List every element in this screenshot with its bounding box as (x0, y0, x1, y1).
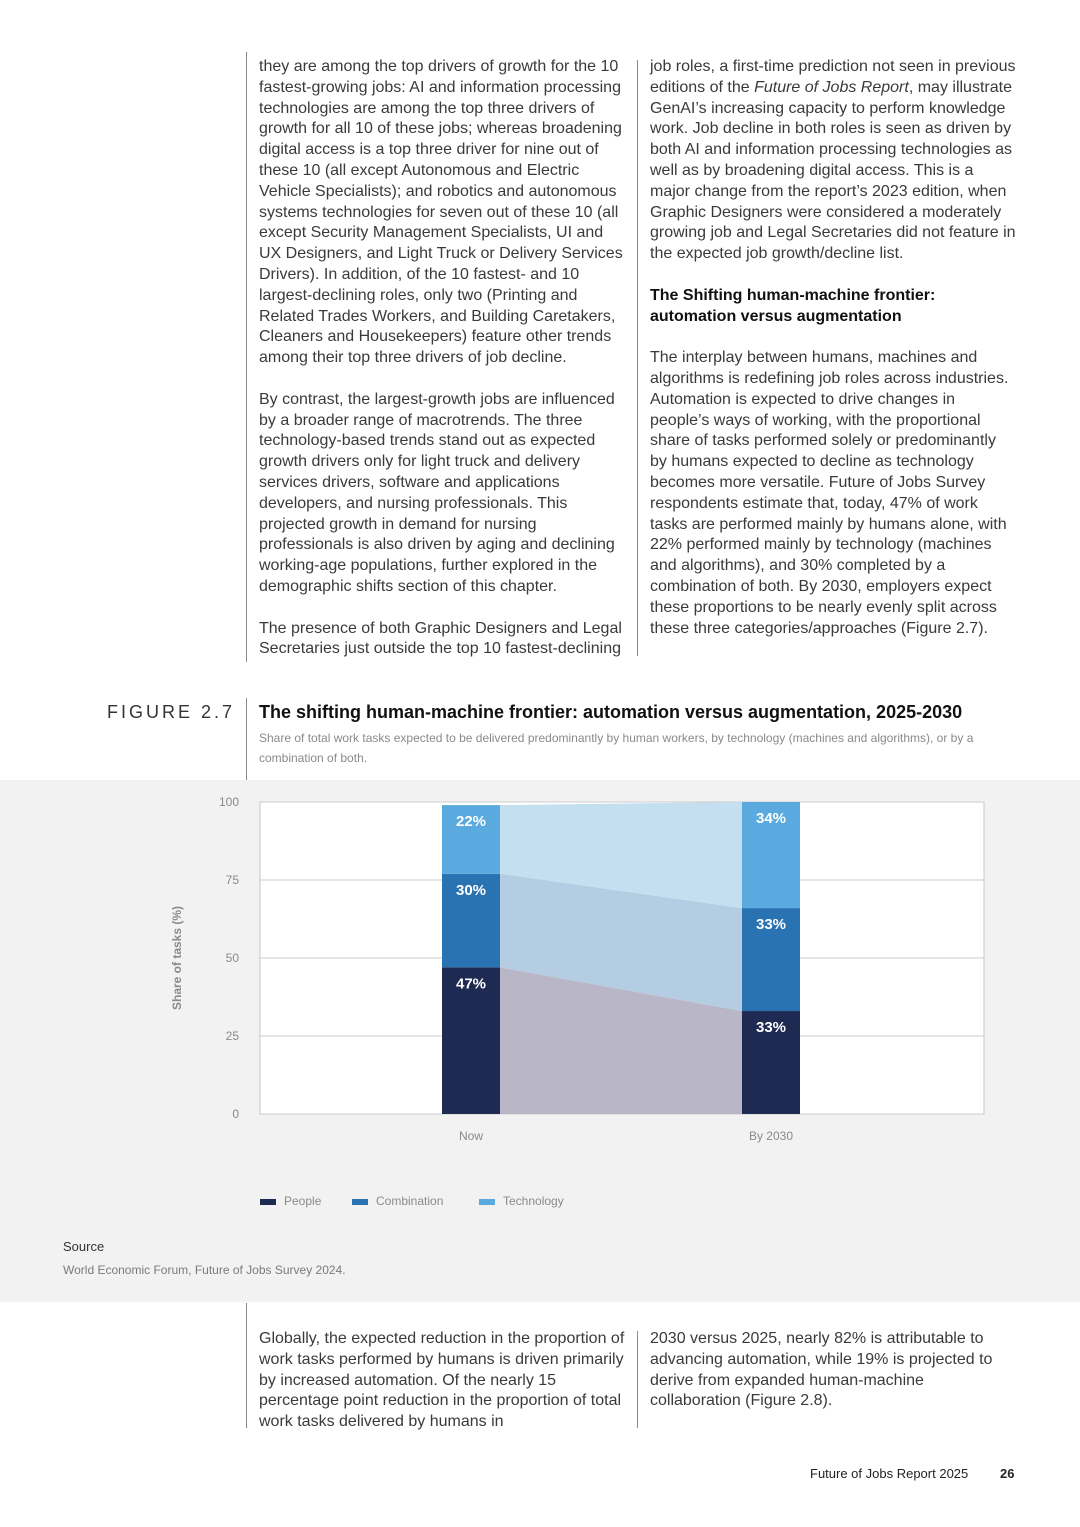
data-label: 22% (455, 813, 487, 831)
section-heading: The Shifting human-machine frontier: automation versus augmentation (650, 286, 936, 325)
paragraph: By contrast, the largest-growth jobs are influenced by a broader range of macrotrends. The three technology-based trends stand out as expected growth drivers only for light truck and delivery services drivers, software and applications developers, and nursing professionals. This projected growth in demand for nursing professionals is also driven by aging and declining working-age populations, further explored in the demographic shifts section of this chapter. (259, 390, 615, 595)
y-tick-label: 0 (232, 1107, 239, 1121)
paragraph-text: , may illustrate GenAI’s increasing capacity to perform knowledge work. Job decline in both roles is seen as driven by both AI and information processing technologies as well as by broadening digital access. This is a major change from the report’s 2023 edition, when Graphic Designers were considered a moderately growing job and Legal Secretaries did not feature in the expected job growth/decline list. (650, 78, 1016, 263)
paragraph: 2030 versus 2025, nearly 82% is attributable to advancing automation, while 19% is projected to derive from expanded human-machine collaboration (Figure 2.8). (650, 1330, 993, 1410)
paragraph (650, 57, 1016, 265)
chart-legend (260, 1194, 564, 1208)
y-axis-label: Share of tasks (%) (170, 905, 184, 1011)
figure-label: FIGURE 2.7 (107, 702, 236, 722)
figure-title: The shifting human-machine frontier: automation versus augmentation, 2025-2030 (259, 702, 963, 722)
page-number: 26 (1000, 1466, 1015, 1481)
data-label: 33% (755, 916, 787, 934)
column-divider-middle-bottom (637, 1331, 638, 1428)
paragraph-text: job roles, a first-time prediction not seen in previous editions of the (650, 58, 1016, 96)
source-label: Source (63, 1239, 105, 1254)
stacked-bar-chart (0, 780, 1080, 1220)
y-tick-label: 75 (225, 873, 239, 887)
legend-label: Technology (503, 1194, 564, 1208)
data-label: 33% (755, 1019, 787, 1037)
legend-swatch-people (260, 1199, 276, 1205)
y-tick-label: 50 (225, 951, 239, 965)
figure-subtitle: Share of total work tasks expected to be delivered predominantly by human workers, by technology (machines and algorithms), or by a combination of both. (259, 731, 974, 765)
legend-swatch-combination (352, 1199, 368, 1205)
y-tick-label: 100 (218, 795, 239, 809)
y-tick-label: 25 (225, 1029, 239, 1043)
data-label: 47% (455, 975, 487, 993)
text-column-right-bottom (650, 1329, 1016, 1412)
column-divider-left-bottom (246, 1303, 247, 1428)
source-text: World Economic Forum, Future of Jobs Survey 2024. (63, 1263, 346, 1277)
chart-transition-areas (500, 802, 742, 1114)
text-column-right-top (650, 57, 1016, 639)
x-tick-label: By 2030 (748, 1129, 794, 1143)
column-divider-middle (637, 60, 638, 656)
report-title-italic: Future of Jobs Report (754, 78, 909, 96)
x-tick-label: Now (458, 1129, 484, 1143)
text-column-left-top (259, 57, 625, 660)
data-label: 30% (455, 881, 487, 899)
text-column-left-bottom (259, 1329, 625, 1433)
legend-label: Combination (376, 1194, 444, 1208)
paragraph: Globally, the expected reduction in the proportion of work tasks performed by humans is driven primarily by increased automation. Of the nearly 15 percentage point reduction in the proportion of total work tasks delivered by humans in (259, 1330, 625, 1431)
figure-divider (246, 698, 247, 780)
column-divider-left (246, 52, 247, 662)
data-label: 34% (755, 810, 787, 827)
paragraph: The presence of both Graphic Designers and Legal Secretaries just outside the top 10 fastest-declining (259, 619, 622, 658)
paragraph: The interplay between humans, machines and algorithms is redefining job roles across industries. Automation is expected to drive changes in people’s ways of working, with the proportional share of tasks performed solely or predominantly by humans expected to decline as technology becomes more versatile. Future of Jobs Survey respondents estimate that, today, 47% of work tasks are performed mainly by humans alone, with 22% performed mainly by technology (machines and algorithms), and 30% completed by a combination of both. By 2030, employers expect these proportions to be nearly evenly split across these three categories/approaches (Figure 2.7). (650, 349, 1009, 637)
footer-report-title: Future of Jobs Report 2025 (810, 1466, 969, 1481)
legend-label: People (284, 1194, 322, 1208)
legend-swatch-technology (479, 1199, 495, 1205)
paragraph: they are among the top drivers of growth for the 10 fastest-growing jobs: AI and information processing technologies are among the top three drivers of growth for all 10 of these jobs; whereas broadening digital access is a top three driver for nine out of these 10 (all except Autonomous and Electric Vehicle Specialists); and robotics and autonomous systems technologies for seven out of these 10 (all except Security Management Specialists, UI and UX Designers, and Light Truck or Delivery Services Drivers). In addition, of the 10 fastest- and 10 largest-declining roles, only two (Printing and Related Trades Workers, and Building Caretakers, Cleaners and Housekeepers) feature other trends among their top three drivers of job decline. (259, 58, 623, 367)
